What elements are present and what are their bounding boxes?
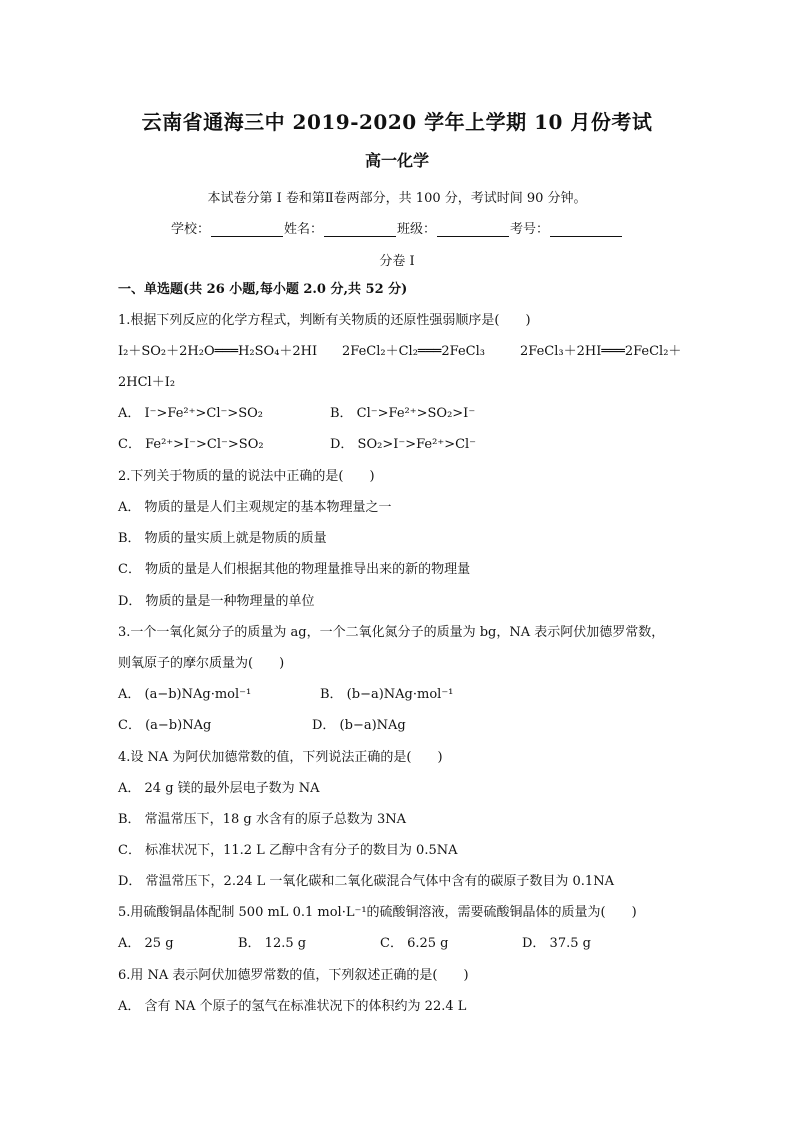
q1-equation-2: 2FeCl₂＋Cl₂═══2FeCl₃ [342,344,485,359]
exam-number-blank [550,224,622,237]
q1-stem: 1.根据下列反应的化学方程式，判断有关物质的还原性强弱顺序是( ) [118,313,531,328]
student-info-fields [0,218,794,237]
q1-equation-3-cont: 2HCl＋I₂ [118,375,176,390]
name-label: 姓名： [283,222,323,237]
q3-option-a: A． (a−b)NAg·mol⁻¹ [118,687,252,702]
q3-option-d: D． (b−a)NAg [312,718,406,733]
q5-option-d: D． 37.5 g [522,936,591,951]
school-blank [211,224,283,237]
q1-option-a: A． I⁻>Fe²⁺>Cl⁻>SO₂ [118,406,264,421]
q6-stem: 6.用 NA 表示阿伏加德罗常数的值，下列叙述正确的是( ) [118,968,469,983]
q1-option-c: C． Fe²⁺>I⁻>Cl⁻>SO₂ [118,437,264,452]
school-label: 学校： [170,222,210,237]
q2-option-b: B． 物质的量实质上就是物质的质量 [118,531,327,546]
q2-option-d: D． 物质的量是一种物理量的单位 [118,594,315,609]
q1-option-d: D． SO₂>I⁻>Fe²⁺>Cl⁻ [330,437,477,452]
class-blank [437,224,509,237]
q3-option-b: B． (b−a)NAg·mol⁻¹ [320,687,454,702]
part-label: 分卷 I [379,254,415,269]
q4-option-c: C． 标准状况下，11.2 L 乙醇中含有分子的数目为 0.5NA [118,843,458,858]
exam-number-label: 考号： [510,222,550,237]
q1-equation-1: I₂＋SO₂＋2H₂O═══H₂SO₄＋2HI [118,344,318,359]
q3-option-c: C． (a−b)NAg [118,718,212,733]
q6-option-a: A． 含有 NA 个原子的氢气在标准状况下的体积约为 22.4 L [118,999,467,1014]
q2-option-a: A． 物质的量是人们主观规定的基本物理量之一 [118,500,392,515]
q5-option-c: C． 6.25 g [380,936,449,951]
exam-title: 云南省通海三中 2019-2020 学年上学期 10 月份考试 [141,110,653,134]
exam-note: 本试卷分第 I 卷和第Ⅱ卷两部分，共 100 分，考试时间 90 分钟。 [207,191,587,206]
subject-title: 高一化学 [364,151,429,170]
q4-option-b: B． 常温常压下，18 g 水含有的原子总数为 3NA [118,812,406,827]
q2-option-c: C． 物质的量是人们根据其他的物理量推导出来的新的物理量 [118,562,471,577]
q4-option-a: A． 24 g 镁的最外层电子数为 NA [118,781,320,796]
q2-stem: 2.下列关于物质的量的说法中正确的是( ) [118,469,375,484]
q5-stem: 5.用硫酸铜晶体配制 500 mL 0.1 mol·L⁻¹的硫酸铜溶液，需要硫酸铜晶体的质量为( ) [118,905,637,920]
q1-option-b: B． Cl⁻>Fe²⁺>SO₂>I⁻ [330,406,476,421]
q4-option-d: D． 常温常压下，2.24 L 一氧化碳和二氧化碳混合气体中含有的碳原子数目为 0.1NA [118,874,614,889]
q4-stem: 4.设 NA 为阿伏加德常数的值，下列说法正确的是( ) [118,750,443,765]
class-label: 班级： [397,222,437,237]
q3-stem-cont: 则氧原子的摩尔质量为( ) [118,656,285,671]
q5-option-a: A． 25 g [118,936,174,951]
q5-option-b: B． 12.5 g [238,936,307,951]
q3-stem: 3.一个一氧化氮分子的质量为 ag，一个二氧化氮分子的质量为 bg，NA 表示阿伏加德罗常数， [118,625,665,640]
section-heading: 一、单选题(共 26 小题,每小题 2.0 分,共 52 分) [118,282,408,297]
name-blank [324,224,396,237]
q1-equation-3: 2FeCl₃＋2HI═══2FeCl₂＋ [520,344,682,359]
